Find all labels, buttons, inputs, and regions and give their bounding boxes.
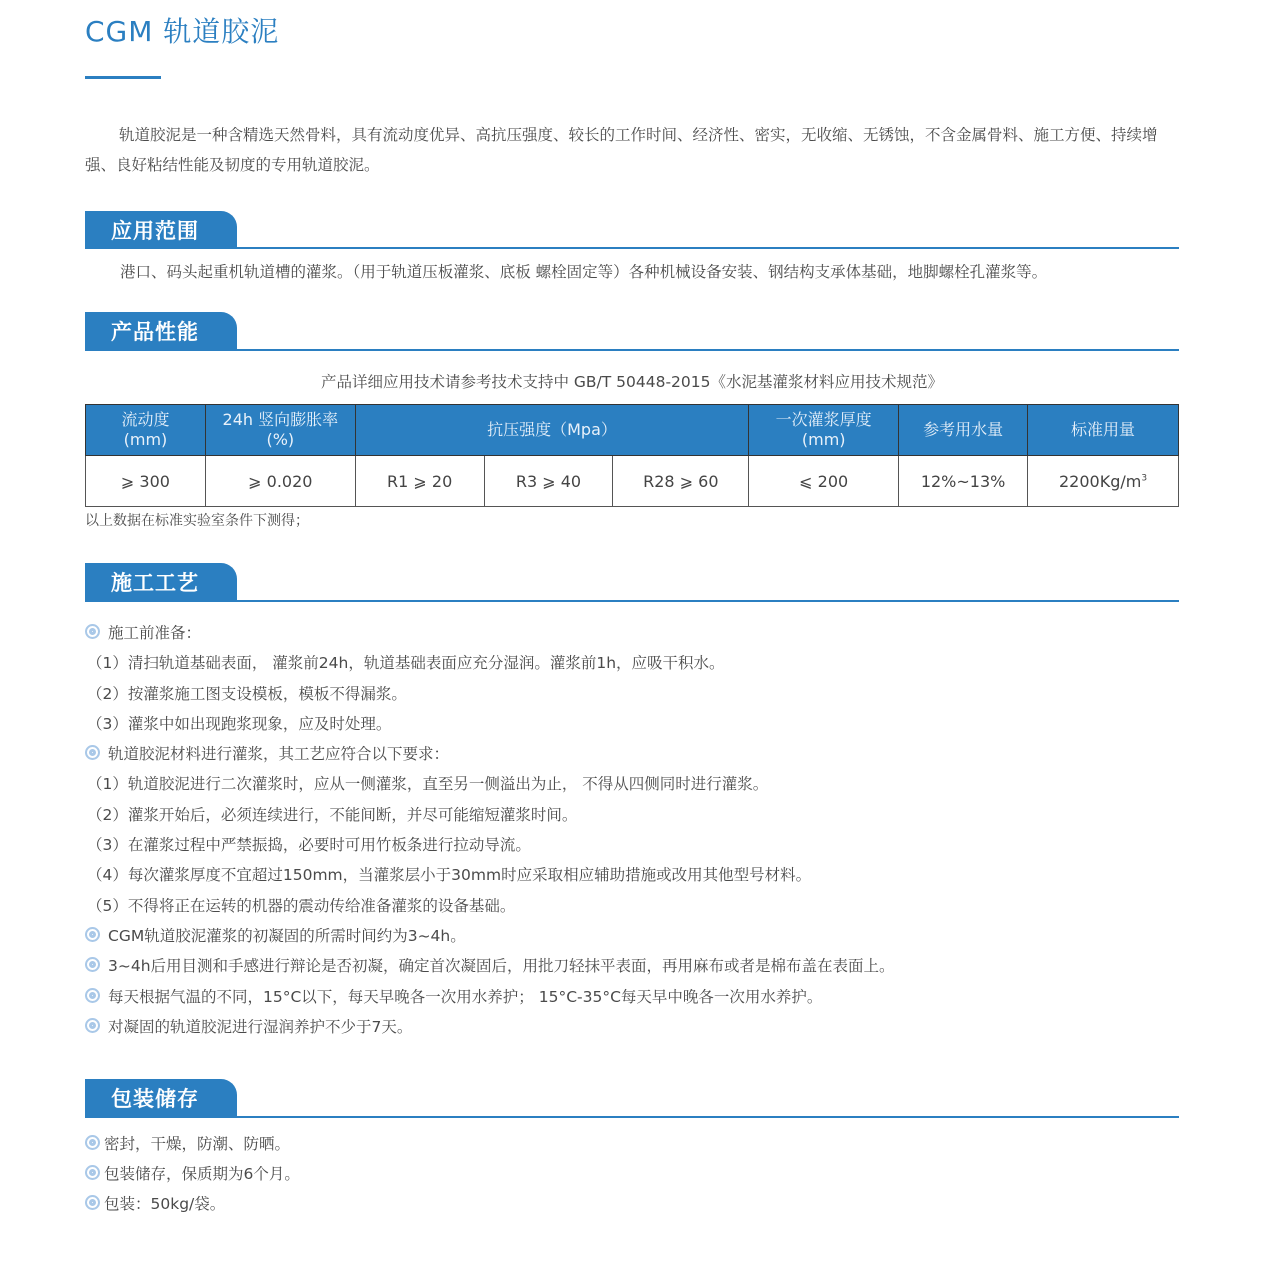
list-item-text: （2）按灌浆施工图支设模板，模板不得漏浆。 bbox=[87, 684, 407, 703]
intro-paragraph: 轨道胶泥是一种含精选天然骨料，具有流动度优异、高抗压强度、较长的工作时间、经济性、密实，无收缩、无锈蚀，不含金属骨料、施工方便、持续增强、良好粘结性能及韧度的专用轨道胶泥。 bbox=[85, 126, 1158, 174]
table-header: 一次灌浆厚度 (mm) bbox=[749, 405, 899, 456]
table-cell: ⩽ 200 bbox=[749, 456, 899, 507]
list-item-text: 每天根据气温的不同，15°C以下，每天早晚各一次用水养护； 15°C-35°C每天早中晚各一次用水养护。 bbox=[108, 987, 823, 1006]
list-item-text: 3~4h后用目测和手感进行辩论是否初凝，确定首次凝固后，用批刀轻抹平表面，再用麻布或者是棉布盖在表面上。 bbox=[108, 957, 895, 976]
table-cell: 12%~13% bbox=[899, 456, 1028, 507]
title-underline bbox=[85, 76, 161, 79]
list-item bbox=[85, 679, 895, 709]
table-header-row bbox=[86, 405, 1179, 456]
list-item-text: 包装储存，保质期为6个月。 bbox=[104, 1165, 300, 1183]
list-item-text: 密封，干燥，防潮、防晒。 bbox=[104, 1135, 291, 1153]
list-item bbox=[85, 891, 895, 921]
page-title: CGM 轨道胶泥 bbox=[85, 15, 280, 48]
section-title-application: 应用范围 bbox=[85, 211, 237, 249]
list-item-text: 对凝固的轨道胶泥进行湿润养护不少于7天。 bbox=[108, 1017, 413, 1036]
table-header: 24h 竖向膨胀率 (%) bbox=[205, 405, 355, 456]
list-item bbox=[85, 1129, 300, 1159]
table-note: 以上数据在标准实验室条件下测得； bbox=[85, 513, 309, 529]
bullet-icon bbox=[85, 624, 100, 639]
list-item bbox=[85, 618, 895, 648]
table-cell: ⩾ 300 bbox=[86, 456, 206, 507]
list-item bbox=[85, 800, 895, 830]
list-item-text: 轨道胶泥材料进行灌浆，其工艺应符合以下要求： bbox=[108, 745, 450, 764]
table-header: 参考用水量 bbox=[899, 405, 1028, 456]
performance-caption: 产品详细应用技术请参考技术支持中 GB/T 50448-2015《水泥基灌浆材料应用技术规范》 bbox=[320, 373, 944, 391]
bullet-icon bbox=[85, 957, 100, 972]
section-divider bbox=[85, 247, 1179, 249]
list-item-text: （3）灌浆中如出现跑浆现象，应及时处理。 bbox=[87, 714, 392, 733]
bullet-icon bbox=[85, 1135, 100, 1150]
list-item bbox=[85, 1012, 895, 1042]
table-cell: R1 ⩾ 20 bbox=[355, 456, 484, 507]
performance-table bbox=[85, 404, 1179, 507]
list-item-text: （4）每次灌浆厚度不宜超过150mm，当灌浆层小于30mm时应采取相应辅助措施或改用其他型号材料。 bbox=[87, 866, 812, 885]
storage-list bbox=[85, 1129, 300, 1219]
list-item bbox=[85, 709, 895, 739]
list-item-text: CGM轨道胶泥灌浆的初凝固的所需时间约为3~4h。 bbox=[108, 926, 466, 945]
section-divider bbox=[85, 600, 1179, 602]
list-item bbox=[85, 860, 895, 890]
list-item bbox=[85, 1189, 300, 1219]
section-divider bbox=[85, 1116, 1179, 1118]
list-item-text: （3）在灌浆过程中严禁振捣，必要时可用竹板条进行拉动导流。 bbox=[87, 836, 531, 855]
list-item-text: （5）不得将正在运转的机器的震动传给准备灌浆的设备基础。 bbox=[87, 896, 516, 915]
list-item bbox=[85, 921, 895, 951]
list-item bbox=[85, 1159, 300, 1189]
bullet-icon bbox=[85, 927, 100, 942]
table-header: 流动度 (mm) bbox=[86, 405, 206, 456]
table-header: 抗压强度（Mpa） bbox=[355, 405, 749, 456]
table-cell: ⩾ 0.020 bbox=[205, 456, 355, 507]
list-item-text: 包装：50kg/袋。 bbox=[104, 1195, 226, 1213]
list-item-text: （1）轨道胶泥进行二次灌浆时，应从一侧灌浆，直至另一侧溢出为止， 不得从四侧同时进行灌浆。 bbox=[87, 775, 769, 794]
bullet-icon bbox=[85, 988, 100, 1003]
list-item bbox=[85, 739, 895, 769]
table-cell: $2200Kg/m^3$ bbox=[1028, 456, 1179, 507]
bullet-icon bbox=[85, 1195, 100, 1210]
list-item bbox=[85, 648, 895, 678]
bullet-icon bbox=[85, 745, 100, 760]
list-item bbox=[85, 951, 895, 981]
section-title-storage: 包装储存 bbox=[85, 1079, 237, 1117]
list-item bbox=[85, 982, 895, 1012]
section-title-construction: 施工工艺 bbox=[85, 563, 237, 601]
section-divider bbox=[85, 349, 1179, 351]
table-cell: R3 ⩾ 40 bbox=[484, 456, 613, 507]
bullet-icon bbox=[85, 1165, 100, 1180]
list-item-text: （2）灌浆开始后，必须连续进行，不能间断，并尽可能缩短灌浆时间。 bbox=[87, 805, 578, 824]
table-cell: R28 ⩾ 60 bbox=[613, 456, 749, 507]
list-item-text: 施工前准备： bbox=[108, 624, 202, 642]
table-row bbox=[86, 456, 1179, 507]
bullet-icon bbox=[85, 1018, 100, 1033]
application-text: 港口、码头起重机轨道槽的灌浆。（用于轨道压板灌浆、底板 螺栓固定等）各种机械设备安装、钢结构支承体基础，地脚螺栓孔灌浆等。 bbox=[120, 263, 1048, 281]
section-title-performance: 产品性能 bbox=[85, 312, 237, 350]
list-item-text: （1）清扫轨道基础表面， 灌浆前24h，轨道基础表面应充分湿润。灌浆前1h，应吸干积水。 bbox=[87, 654, 725, 673]
table-header: 标准用量 bbox=[1028, 405, 1179, 456]
list-item bbox=[85, 830, 895, 860]
list-item bbox=[85, 769, 895, 799]
construction-list bbox=[85, 618, 895, 1042]
